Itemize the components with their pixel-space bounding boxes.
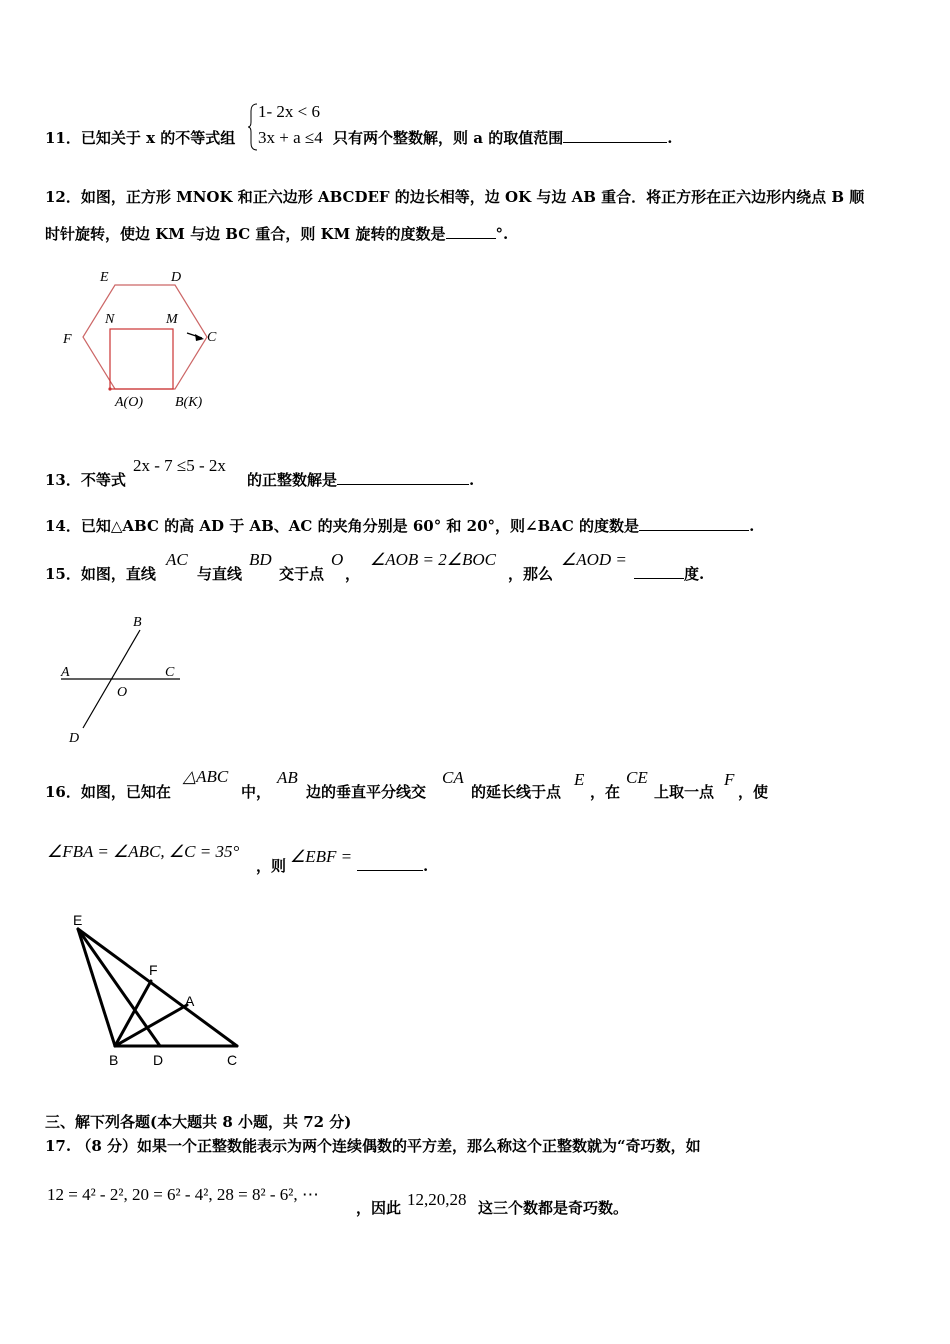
q15-answer-blank [634, 564, 684, 579]
label-F: F [149, 962, 158, 978]
q15-line-AC: AC [166, 550, 188, 569]
label-O: O [117, 685, 128, 700]
q17-line1: 17. （8 分）如果一个正整数能表示为两个连续偶数的平方差，那么称这个正整数就为“奇巧数，如 [45, 1137, 701, 1155]
label-F: F [63, 332, 72, 347]
q13-tail: 的正整数解是 . [247, 471, 475, 489]
label-D: D [171, 270, 182, 285]
label-N: N [105, 312, 115, 327]
q16-triangle: △ABC [183, 767, 229, 786]
label-E: E [73, 912, 83, 928]
q16-number: 16．如图，已知在 [45, 783, 171, 801]
q16-mid2: 边的垂直平分线交 [306, 783, 427, 801]
q16-condition: ∠FBA = ∠ABC, ∠C = 35° [47, 842, 240, 861]
q16-answer-blank [357, 856, 423, 871]
label-D: D [69, 731, 80, 746]
q15-answer: 度. [634, 564, 704, 584]
q16-mid7: ，则 [256, 857, 287, 875]
label-C: C [165, 665, 175, 680]
q13-expression: 2x - 7 ≤5 - 2x [133, 456, 226, 475]
q11-system-line2: 3x + a ≤4 [258, 128, 323, 147]
q15-ask: ∠AOD = [561, 550, 627, 569]
q16-E: E [574, 770, 585, 789]
q15-mid1: 与直线 [197, 565, 243, 583]
q15-condition: ∠AOB = 2∠BOC [370, 550, 496, 569]
question-11 [45, 128, 235, 148]
q14-answer-blank [639, 516, 749, 531]
q16-mid4: ，在 [590, 783, 621, 801]
q16-figure [65, 905, 255, 1079]
q13-number: 13．不等式 [45, 471, 126, 489]
label-A: A [61, 665, 70, 680]
q11-system-line1: 1- 2x < 6 [258, 102, 320, 121]
q12-figure [55, 265, 225, 419]
q16-mid6: ，使 [738, 783, 769, 801]
square-shape [110, 329, 173, 389]
label-B: B [109, 1052, 119, 1068]
q17-numbers: 12,20,28 [407, 1190, 467, 1209]
q12-line2: 时针旋转，使边 KM 与边 BC 重合，则 KM 旋转的度数是 °. [45, 225, 509, 243]
q15-point-O: O [331, 550, 344, 569]
q15-number: 15．如图，直线 [45, 565, 156, 583]
q11-answer-blank [563, 128, 667, 143]
q15-comma: ， [345, 565, 361, 583]
label-B-K: B(K) [175, 395, 203, 410]
q12-line1: 12．如图，正方形 MNOK 和正六边形 ABCDEF 的边长相等，边 OK 与边 AB 重合．将正方形在正六边形内绕点 B 顺 [45, 188, 865, 206]
section-3-title: 三、解下列各题(本大题共 8 小题，共 72 分) [45, 1113, 352, 1131]
q15-line-BD: BD [249, 550, 272, 569]
label-C: C [207, 330, 217, 345]
hexagon-shape [83, 285, 207, 389]
q12-answer-blank [446, 224, 496, 239]
q16-mid1: 中， [241, 783, 272, 801]
label-D: D [153, 1052, 164, 1068]
q15-mid3: ，那么 [508, 565, 554, 583]
label-A-O: A(O) [115, 395, 143, 410]
q16-AB: AB [277, 768, 298, 787]
q11-var-x: x [146, 129, 156, 147]
q16-F: F [724, 770, 735, 789]
question-14: 14．已知△ABC 的高 AD 于 AB、AC 的夹角分别是 60° 和 20°，则∠BAC 的度数是 . [45, 517, 755, 535]
q16-mid3: 的延长线于点 [471, 783, 562, 801]
q15-mid2: 交于点 [279, 565, 325, 583]
q13-answer-blank [337, 470, 469, 485]
segment-EB [78, 929, 115, 1046]
q17-tail: 这三个数都是奇巧数。 [478, 1199, 629, 1217]
q16-answer: . [357, 856, 428, 876]
segment-EC [78, 929, 237, 1046]
label-B: B [133, 615, 142, 630]
q11-mid: 的不等式组 [160, 129, 236, 147]
q17-expression: 12 = 4² - 2², 20 = 6² - 4², 28 = 8² - 6², ⋯ [47, 1185, 319, 1204]
label-C: C [227, 1052, 238, 1068]
q16-mid5: 上取一点 [654, 783, 715, 801]
q15-figure [55, 608, 195, 752]
q17-mid: ，因此 [356, 1199, 402, 1217]
q16-CE: CE [626, 768, 648, 787]
q11-var-a: a [473, 129, 483, 147]
q11-tail: 只有两个整数解，则 a 的取值范围 . [333, 129, 673, 147]
q11-number: 11．已知关于 [45, 129, 141, 147]
label-E: E [100, 270, 109, 285]
q16-ask: ∠EBF = [290, 847, 353, 866]
label-A: A [185, 993, 195, 1009]
q16-CA: CA [442, 768, 464, 787]
label-M: M [166, 312, 178, 327]
